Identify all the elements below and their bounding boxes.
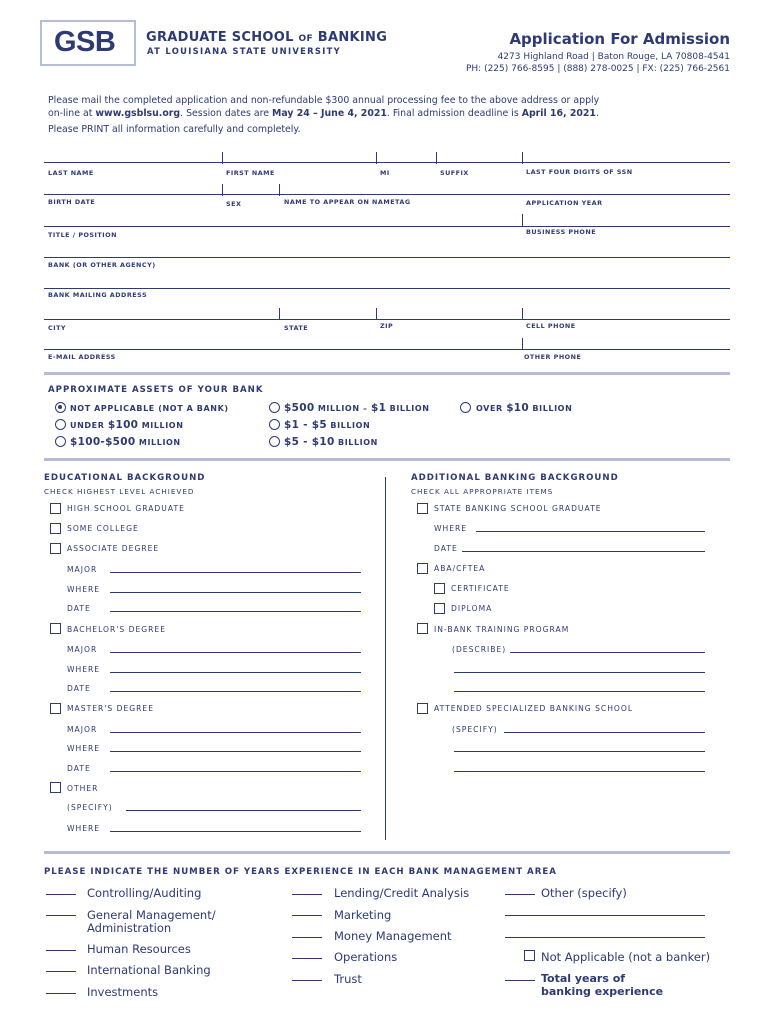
- checkbox-high-school[interactable]: [50, 503, 61, 514]
- education-subheading: CHECK HIGHEST LEVEL ACHIEVED: [44, 487, 195, 496]
- exp-label-operations: Operations: [334, 950, 398, 964]
- checkbox-aba[interactable]: [417, 563, 428, 574]
- nametag-field[interactable]: NAME TO APPEAR ON NAMETAG: [284, 198, 411, 206]
- mi-field[interactable]: MI: [380, 169, 390, 177]
- bank-address-field[interactable]: BANK MAILING ADDRESS: [48, 291, 148, 299]
- asset-label-5-10b: $5 - $10 BILLION: [284, 436, 378, 448]
- state-school-where-label: WHERE: [434, 524, 468, 533]
- checkbox-specialized[interactable]: [417, 703, 428, 714]
- label-aba: ABA/CFTEA: [434, 564, 486, 573]
- associate-major-input[interactable]: [110, 572, 361, 573]
- state-school-date-input[interactable]: [462, 551, 705, 552]
- label-master: MASTER'S DEGREE: [67, 704, 155, 713]
- checkbox-other[interactable]: [50, 782, 61, 793]
- in-bank-describe-label: (DESCRIBE): [452, 645, 507, 654]
- asset-radio-under-100m[interactable]: [55, 419, 66, 430]
- exp-input-intl[interactable]: [46, 971, 76, 972]
- asset-label-under-100m: UNDER $100 MILLION: [70, 419, 184, 431]
- exp-input-other[interactable]: [505, 894, 535, 895]
- label-certificate: CERTIFICATE: [451, 584, 510, 593]
- exp-label-not-applicable: Not Applicable (not a banker): [541, 950, 711, 964]
- other-where-input[interactable]: [110, 831, 361, 832]
- last-name-field[interactable]: LAST NAME: [48, 169, 94, 177]
- in-bank-describe-input-2[interactable]: [454, 672, 705, 673]
- in-bank-describe-input[interactable]: [510, 652, 705, 653]
- exp-label-other: Other (specify): [541, 886, 627, 900]
- divider: [44, 458, 730, 461]
- master-date-label: DATE: [67, 764, 91, 773]
- school-subtitle: AT LOUISIANA STATE UNIVERSITY: [147, 46, 342, 56]
- exp-label-controlling: Controlling/Auditing: [87, 886, 202, 900]
- master-where-input[interactable]: [110, 751, 361, 752]
- in-bank-describe-input-3[interactable]: [454, 691, 705, 692]
- associate-where-input[interactable]: [110, 592, 361, 593]
- bachelor-where-label: WHERE: [67, 665, 101, 674]
- master-major-label: MAJOR: [67, 725, 98, 734]
- experience-heading: PLEASE INDICATE THE NUMBER OF YEARS EXPERIENCE IN EACH BANK MANAGEMENT AREA: [44, 867, 557, 877]
- exp-label-trust: Trust: [334, 972, 362, 986]
- master-major-input[interactable]: [110, 732, 361, 733]
- divider: [44, 372, 730, 375]
- asset-radio-over-10b[interactable]: [460, 402, 471, 413]
- exp-input-investments[interactable]: [46, 993, 76, 994]
- checkbox-certificate[interactable]: [434, 583, 445, 594]
- label-diploma: DIPLOMA: [451, 604, 493, 613]
- label-high-school: HIGH SCHOOL GRADUATE: [67, 504, 185, 513]
- label-in-bank: IN-BANK TRAINING PROGRAM: [434, 625, 570, 634]
- bachelor-where-input[interactable]: [110, 672, 361, 673]
- bachelor-major-input[interactable]: [110, 652, 361, 653]
- banking-heading: ADDITIONAL BANKING BACKGROUND: [411, 473, 619, 483]
- exp-other-specify-input[interactable]: [505, 915, 705, 916]
- checkbox-diploma[interactable]: [434, 603, 445, 614]
- state-field[interactable]: STATE: [284, 324, 309, 332]
- exp-label-money: Money Management: [334, 929, 452, 943]
- ssn-field[interactable]: LAST FOUR DIGITS OF SSN: [526, 168, 633, 176]
- checkbox-state-school[interactable]: [417, 503, 428, 514]
- exp-label-general: General Management/: [87, 908, 216, 922]
- asset-label-500m-1b: $500 MILLION – $1 BILLION: [284, 402, 430, 414]
- state-school-date-label: DATE: [434, 544, 458, 553]
- exp-label-intl: International Banking: [87, 963, 211, 977]
- other-where-label: WHERE: [67, 824, 101, 833]
- label-associate: ASSOCIATE DEGREE: [67, 544, 160, 553]
- zip-field[interactable]: ZIP: [380, 322, 394, 330]
- asset-label-na: NOT APPLICABLE (NOT A BANK): [70, 404, 229, 413]
- state-school-where-input[interactable]: [476, 531, 705, 532]
- checkbox-associate[interactable]: [50, 543, 61, 554]
- title-position-field[interactable]: TITLE / POSITION: [48, 231, 117, 239]
- asset-label-over-10b: OVER $10 BILLION: [476, 402, 573, 414]
- label-state-school: STATE BANKING SCHOOL GRADUATE: [434, 504, 602, 513]
- asset-radio-5-10b[interactable]: [269, 436, 280, 447]
- suffix-field[interactable]: SUFFIX: [440, 169, 469, 177]
- school-name: GRADUATE SCHOOL OF BANKING: [146, 30, 388, 45]
- specialized-specify-input-3[interactable]: [454, 771, 705, 772]
- asset-label-100-500m: $100-$500 MILLION: [70, 436, 181, 448]
- exp-label-general-2: Administration: [87, 921, 172, 935]
- asset-radio-100-500m[interactable]: [55, 436, 66, 447]
- specialized-specify-input[interactable]: [504, 732, 705, 733]
- exp-label-lending: Lending/Credit Analysis: [334, 886, 470, 900]
- exp-label-hr: Human Resources: [87, 942, 191, 956]
- city-field[interactable]: CITY: [48, 324, 67, 332]
- exp-input-money[interactable]: [292, 937, 322, 938]
- banking-subheading: CHECK ALL APPROPRIATE ITEMS: [411, 487, 554, 496]
- associate-date-label: DATE: [67, 604, 91, 613]
- column-divider: [385, 477, 386, 840]
- checkbox-some-college[interactable]: [50, 523, 61, 534]
- bachelor-date-input[interactable]: [110, 691, 361, 692]
- exp-input-marketing[interactable]: [292, 915, 322, 916]
- address: 4273 Highland Road | Baton Rouge, LA 70808-4541: [497, 52, 730, 62]
- sex-field[interactable]: SEX: [226, 200, 242, 208]
- label-some-college: SOME COLLEGE: [67, 524, 139, 533]
- exp-label-marketing: Marketing: [334, 908, 392, 922]
- label-specialized: ATTENDED SPECIALIZED BANKING SCHOOL: [434, 704, 634, 713]
- logo-text: GSB: [50, 26, 119, 59]
- exp-label-total: Total years of: [541, 972, 626, 985]
- other-specify-input[interactable]: [126, 810, 361, 811]
- exp-input-hr[interactable]: [46, 950, 76, 951]
- education-heading: EDUCATIONAL BACKGROUND: [44, 473, 206, 483]
- website-link[interactable]: www.gsblsu.org: [95, 108, 181, 119]
- exp-input-lending[interactable]: [292, 894, 322, 895]
- page-title: Application For Admission: [509, 30, 730, 48]
- other-phone-field[interactable]: OTHER PHONE: [524, 353, 582, 361]
- exp-other-specify-input-2[interactable]: [505, 937, 705, 938]
- divider: [44, 851, 730, 854]
- bachelor-major-label: MAJOR: [67, 645, 98, 654]
- birth-date-field[interactable]: BIRTH DATE: [48, 198, 96, 206]
- label-other: OTHER: [67, 784, 99, 793]
- other-specify-label: (SPECIFY): [67, 803, 113, 812]
- checkbox-not-applicable[interactable]: [524, 950, 535, 961]
- associate-date-input[interactable]: [110, 611, 361, 612]
- cell-phone-field[interactable]: CELL PHONE: [526, 322, 576, 330]
- assets-heading: APPROXIMATE ASSETS OF YOUR BANK: [48, 385, 264, 395]
- master-where-label: WHERE: [67, 744, 101, 753]
- asset-label-1-5b: $1 - $5 BILLION: [284, 419, 371, 431]
- specialized-specify-input-2[interactable]: [454, 751, 705, 752]
- logo: [40, 20, 140, 66]
- asset-radio-1-5b[interactable]: [269, 419, 280, 430]
- asset-radio-na[interactable]: [55, 402, 66, 413]
- associate-where-label: WHERE: [67, 585, 101, 594]
- first-name-field[interactable]: FIRST NAME: [226, 169, 275, 177]
- exp-input-operations[interactable]: [292, 958, 322, 959]
- intro-line-2: on-line at www.gsblsu.org. Session dates are May 24 – June 4, 2021. Final admission deadline is April 16, 2021.: [48, 108, 599, 119]
- master-date-input[interactable]: [110, 771, 361, 772]
- phones: PH: (225) 766-8595 | (888) 278-0025 | FX: (225) 766-2561: [465, 64, 730, 74]
- checkbox-master[interactable]: [50, 703, 61, 714]
- exp-input-general[interactable]: [46, 915, 76, 916]
- specialized-specify-label: (SPECIFY): [452, 725, 498, 734]
- checkbox-in-bank[interactable]: [417, 623, 428, 634]
- application-year-field[interactable]: APPLICATION YEAR: [526, 199, 603, 207]
- email-field[interactable]: E-MAIL ADDRESS: [48, 353, 116, 361]
- asset-radio-500m-1b[interactable]: [269, 402, 280, 413]
- exp-input-total[interactable]: [505, 980, 535, 981]
- bank-field[interactable]: BANK (OR OTHER AGENCY): [48, 261, 156, 269]
- exp-label-investments: Investments: [87, 985, 159, 999]
- bachelor-date-label: DATE: [67, 684, 91, 693]
- checkbox-bachelor[interactable]: [50, 623, 61, 634]
- label-bachelor: BACHELOR'S DEGREE: [67, 625, 167, 634]
- exp-input-trust[interactable]: [292, 980, 322, 981]
- exp-input-controlling[interactable]: [46, 894, 76, 895]
- intro-line-3: Please PRINT all information carefully and completely.: [48, 124, 301, 135]
- intro-line-1: Please mail the completed application and non-refundable $300 annual processing fee to the above address or apply: [48, 95, 600, 106]
- associate-major-label: MAJOR: [67, 565, 98, 574]
- exp-label-total-2: banking experience: [541, 985, 664, 998]
- business-phone-field[interactable]: BUSINESS PHONE: [526, 228, 597, 236]
